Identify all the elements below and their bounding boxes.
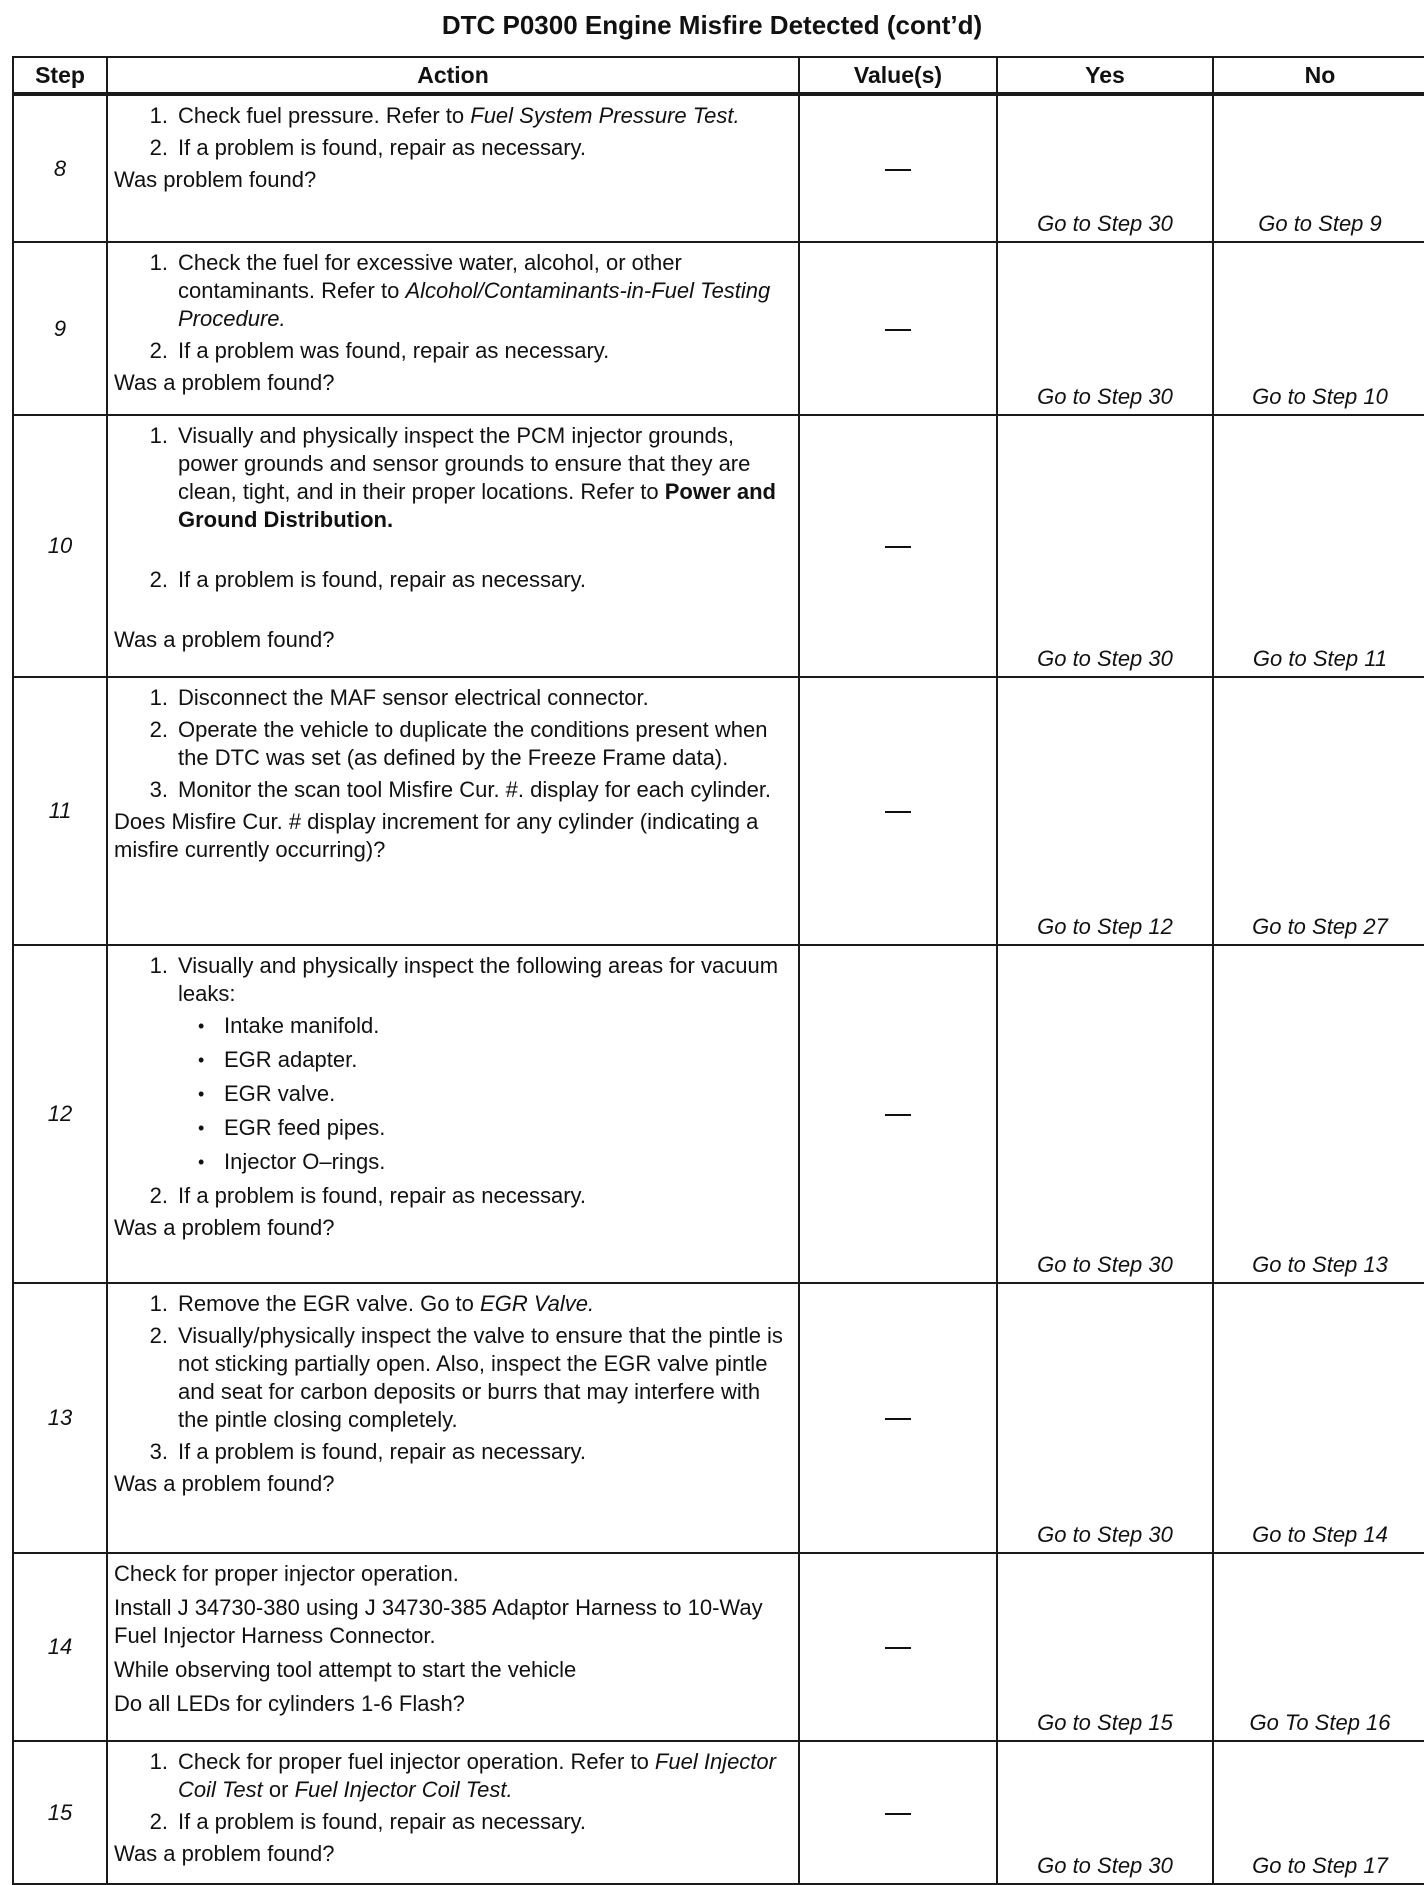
action-item: 2. If a problem is found, repair as necessary.: [149, 1809, 587, 1834]
dash: [885, 1418, 911, 1420]
step-row-12: [13, 945, 1424, 1283]
action-item: 2. If a problem is found, repair as necessary.: [149, 1183, 587, 1208]
bullet-item: • EGR valve.: [198, 1081, 336, 1106]
yes-result: Go to Step 30: [997, 1283, 1213, 1553]
action-item: 1. Check fuel pressure. Refer to Fuel System Pressure Test.: [149, 103, 740, 128]
action-item: 1. Visually and physically inspect the following areas for vacuum leaks:: [149, 953, 779, 1006]
dash: [885, 169, 911, 171]
step-action: [107, 677, 799, 945]
step-number: 15: [13, 1741, 107, 1884]
step-value: [799, 1283, 997, 1553]
header-yes: Yes: [997, 57, 1213, 94]
step-row-14: [13, 1553, 1424, 1741]
step-value: [799, 415, 997, 677]
step-row-8: [13, 94, 1424, 242]
step-value: [799, 242, 997, 415]
doc-reference: Fuel Injector Coil Test.: [294, 1777, 513, 1802]
dash: [885, 1813, 911, 1815]
step-number: 9: [13, 242, 107, 415]
step-action: [107, 1741, 799, 1884]
header-row: [13, 57, 1424, 94]
step-number: 11: [13, 677, 107, 945]
dash: [885, 1647, 911, 1649]
action-item: 1. Remove the EGR valve. Go to EGR Valve.: [149, 1291, 595, 1316]
step-value: [799, 1553, 997, 1741]
action-item: 2. Operate the vehicle to duplicate the conditions present when the DTC was set (as defined by the Freeze Frame data).: [149, 717, 768, 770]
yes-result: Go to Step 30: [997, 415, 1213, 677]
step-number: 14: [13, 1553, 107, 1741]
step-row-15: [13, 1741, 1424, 1884]
diagnostic-table: [12, 56, 1424, 1885]
step-value: [799, 677, 997, 945]
doc-reference: Fuel Injector Coil Test: [178, 1749, 776, 1802]
bullet-item: • Injector O–rings.: [198, 1149, 386, 1174]
action-item: 2. Visually/physically inspect the valve to ensure that the pintle is not sticking partially open. Also, inspect the EGR valve pintle and seat for carbon deposits or burrs that may interfere with the pintle closing completely.: [149, 1323, 783, 1432]
no-result: Go to Step 14: [1213, 1283, 1424, 1553]
yes-result: Go to Step 12: [997, 677, 1213, 945]
action-item: 2. If a problem was found, repair as necessary.: [149, 338, 610, 363]
action-text: Install J 34730-380 using J 34730-385 Adaptor Harness to 10-Way Fuel Injector Harness Connector.: [114, 1595, 763, 1648]
step-value: [799, 945, 997, 1283]
action-item: 3. Monitor the scan tool Misfire Cur. #. display for each cylinder.: [149, 777, 772, 802]
step-question: Was a problem found?: [114, 1841, 335, 1866]
step-value: [799, 1741, 997, 1884]
dash: [885, 546, 911, 548]
action-item: 1. Check the fuel for excessive water, alcohol, or other contaminants. Refer to Alcohol/Contaminants-in-Fuel Testing Procedure.: [149, 250, 771, 331]
step-action: [107, 945, 799, 1283]
doc-reference: Alcohol/Contaminants-in-Fuel Testing Procedure.: [178, 278, 771, 331]
step-question: Was problem found?: [114, 167, 317, 192]
no-result: Go to Step 10: [1213, 242, 1424, 415]
step-question: Was a problem found?: [114, 1471, 335, 1496]
action-text: While observing tool attempt to start the vehicle: [114, 1657, 577, 1682]
step-row-9: [13, 242, 1424, 415]
step-action: [107, 1283, 799, 1553]
yes-result: Go to Step 30: [997, 94, 1213, 242]
yes-result: Go to Step 30: [997, 1741, 1213, 1884]
bullet-item: • Intake manifold.: [198, 1013, 380, 1038]
step-row-13: [13, 1283, 1424, 1553]
page-title: DTC P0300 Engine Misfire Detected (cont’d): [441, 10, 983, 40]
no-result: Go to Step 9: [1213, 94, 1424, 242]
no-result: Go to Step 27: [1213, 677, 1424, 945]
yes-result: Go to Step 15: [997, 1553, 1213, 1741]
action-item: 3. If a problem is found, repair as necessary.: [149, 1439, 587, 1464]
action-item: 1. Disconnect the MAF sensor electrical connector.: [149, 685, 649, 710]
dash: [885, 811, 911, 813]
step-number: 12: [13, 945, 107, 1283]
dash: [885, 1114, 911, 1116]
doc-reference: EGR Valve.: [480, 1291, 595, 1316]
header-step: Step: [13, 57, 107, 94]
step-number: 10: [13, 415, 107, 677]
no-result: Go to Step 11: [1213, 415, 1424, 677]
step-action: [107, 94, 799, 242]
yes-result: Go to Step 30: [997, 945, 1213, 1283]
no-result: Go to Step 13: [1213, 945, 1424, 1283]
step-action: [107, 1553, 799, 1741]
step-question: Was a problem found?: [114, 627, 335, 652]
bullet-item: • EGR adapter.: [198, 1047, 358, 1072]
step-question: Does Misfire Cur. # display increment for any cylinder (indicating a misfire currently occurring)?: [114, 809, 759, 862]
header-action: Action: [107, 57, 799, 94]
header-values: Value(s): [799, 57, 997, 94]
dash: [885, 329, 911, 331]
action-item: 2. If a problem is found, repair as necessary.: [149, 567, 587, 592]
step-number: 8: [13, 94, 107, 242]
step-row-10: [13, 415, 1424, 677]
step-action: [107, 242, 799, 415]
action-item: 2. If a problem is found, repair as necessary.: [149, 135, 587, 160]
doc-reference: Power and Ground Distribution.: [178, 479, 776, 532]
step-question: Was a problem found?: [114, 1215, 335, 1240]
action-item: 1. Visually and physically inspect the PCM injector grounds, power grounds and sensor grounds to ensure that they are clean, tight, and in their proper locations. Refer to Power and Ground Distribution.: [149, 423, 776, 532]
step-value: [799, 94, 997, 242]
yes-result: Go to Step 30: [997, 242, 1213, 415]
bullet-item: • EGR feed pipes.: [198, 1115, 386, 1140]
step-action: [107, 415, 799, 677]
header-no: No: [1213, 57, 1424, 94]
step-question: Do all LEDs for cylinders 1-6 Flash?: [114, 1691, 465, 1716]
action-text: Check for proper injector operation.: [114, 1561, 459, 1586]
no-result: Go To Step 16: [1213, 1553, 1424, 1741]
step-row-11: [13, 677, 1424, 945]
step-number: 13: [13, 1283, 107, 1553]
step-question: Was a problem found?: [114, 370, 335, 395]
doc-reference: Fuel System Pressure Test.: [470, 103, 740, 128]
action-item: 1. Check for proper fuel injector operation. Refer to Fuel Injector Coil Test or Fuel Injector Coil Test.: [149, 1749, 776, 1802]
no-result: Go to Step 17: [1213, 1741, 1424, 1884]
